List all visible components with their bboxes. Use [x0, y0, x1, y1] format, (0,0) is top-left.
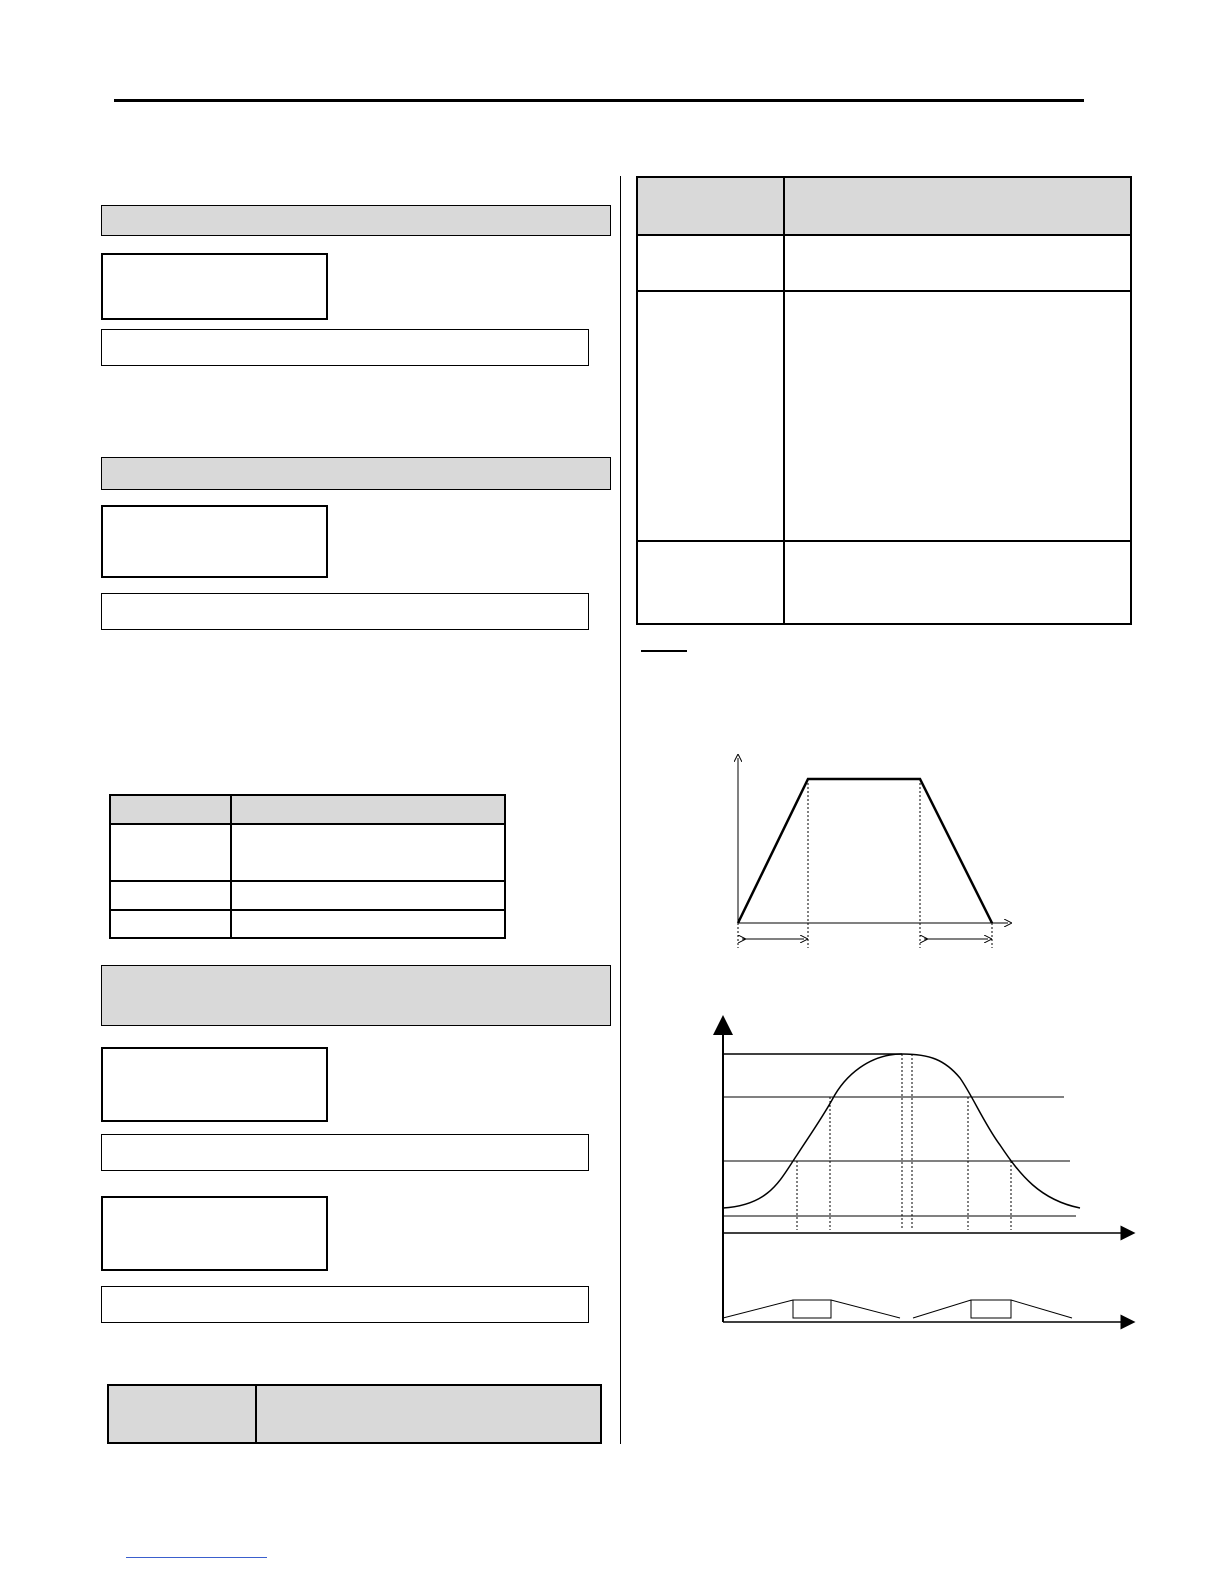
- s-curve-diagram: [710, 1015, 1135, 1335]
- right-table-border: [636, 290, 1132, 292]
- header-rule: [114, 99, 1084, 102]
- bottom-table-header: [107, 1384, 602, 1444]
- right-table-border: [636, 176, 638, 625]
- section-header-3: [101, 965, 611, 1026]
- section-header-1: [101, 205, 611, 236]
- trapezoid-diagram: [725, 750, 1015, 955]
- footer-link[interactable]: [126, 1557, 267, 1558]
- right-table-border: [636, 234, 1132, 236]
- right-table: [636, 176, 1132, 625]
- display-box-2: [101, 505, 328, 578]
- display-box-3a: [101, 1047, 328, 1122]
- range-box-2: [101, 593, 589, 630]
- small-table-border: [109, 937, 506, 939]
- small-table-border: [109, 794, 111, 939]
- small-table-border: [109, 823, 506, 825]
- display-box-1: [101, 253, 328, 320]
- bottom-table-divider: [255, 1386, 257, 1442]
- jerk-box-1: [793, 1300, 831, 1318]
- small-table-border: [109, 794, 506, 796]
- right-table-border: [1130, 176, 1132, 625]
- trapezoid-curve: [738, 779, 992, 923]
- display-box-3b: [101, 1196, 328, 1271]
- right-table-header-row: [636, 176, 1132, 234]
- range-box-3a: [101, 1134, 589, 1171]
- small-table-header-row: [109, 794, 506, 823]
- small-table-border: [230, 794, 232, 939]
- note-label-underline: [641, 650, 687, 652]
- small-table-border: [109, 909, 506, 911]
- right-table-border: [783, 176, 785, 625]
- right-table-border: [636, 540, 1132, 542]
- small-table-border: [109, 880, 506, 882]
- range-box-1: [101, 329, 589, 366]
- right-table-border: [636, 176, 1132, 178]
- right-table-border: [636, 623, 1132, 625]
- section-header-2: [101, 457, 611, 490]
- small-table-border: [504, 794, 506, 939]
- column-divider: [620, 176, 621, 1444]
- jerk-box-2: [971, 1300, 1011, 1318]
- guide-lines: [797, 1054, 1011, 1230]
- range-box-3b: [101, 1286, 589, 1323]
- small-table: [109, 794, 506, 939]
